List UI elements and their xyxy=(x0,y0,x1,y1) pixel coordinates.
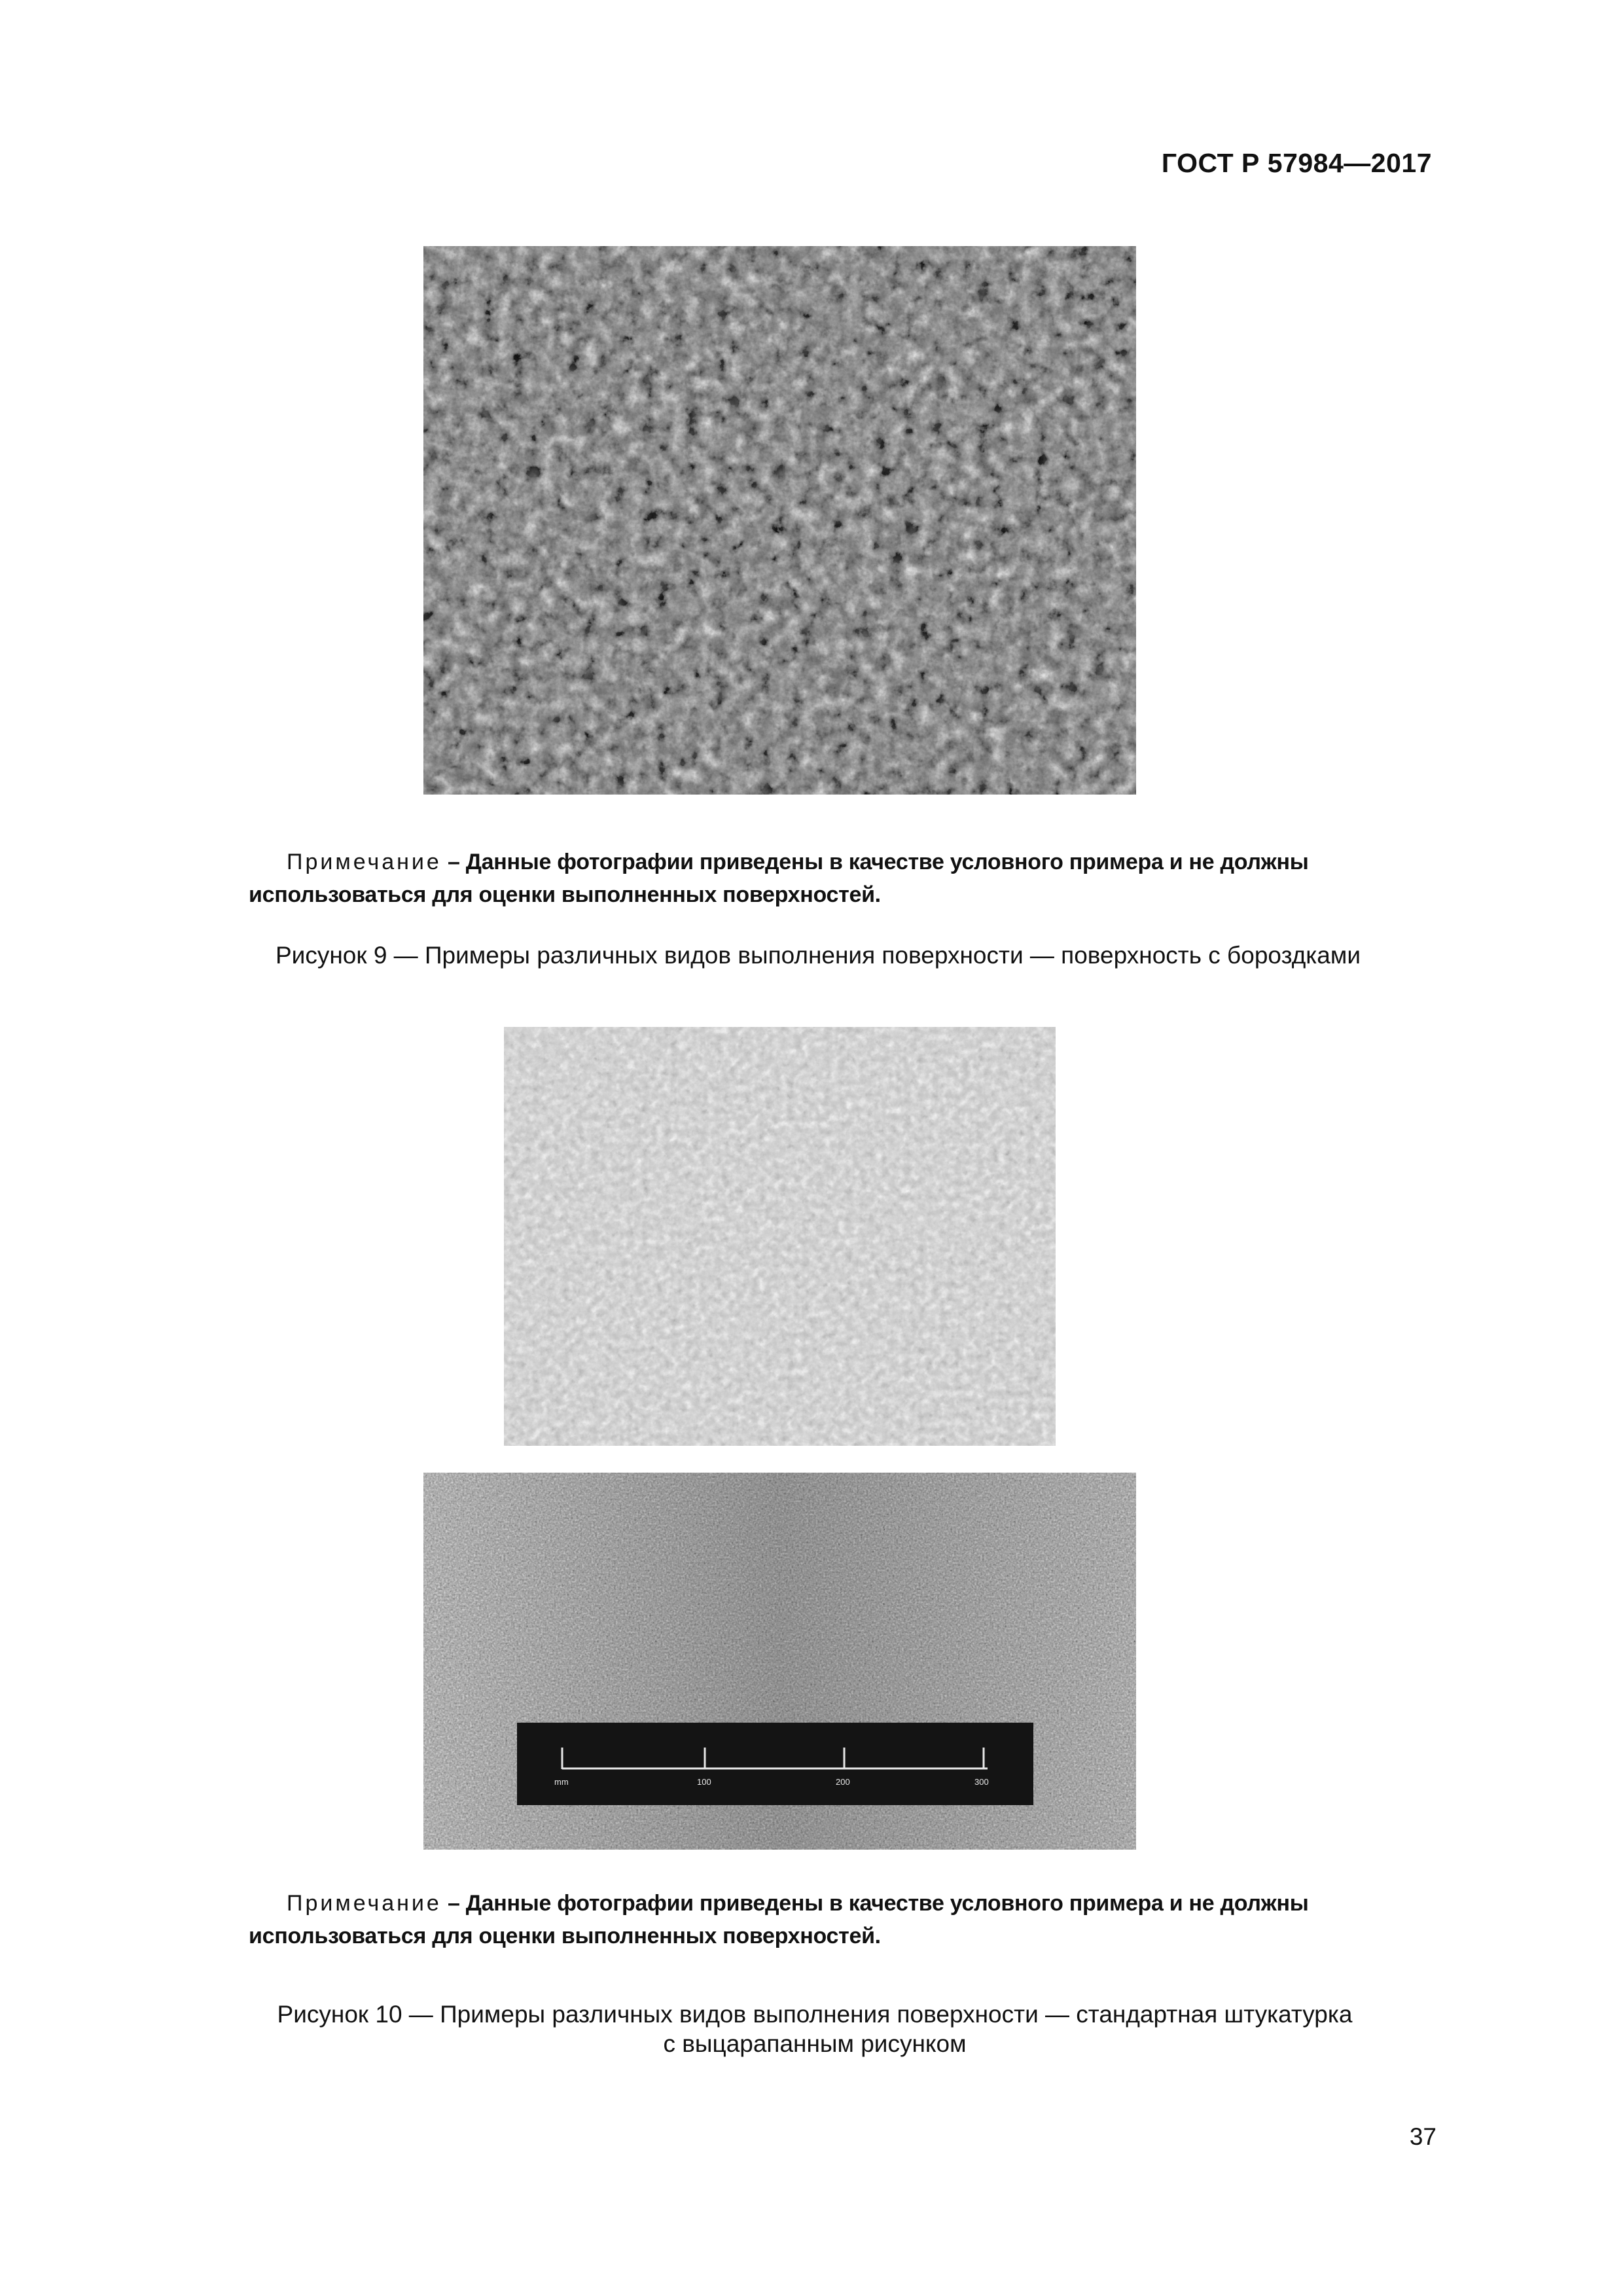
document-code-header: ГОСТ Р 57984—2017 xyxy=(1161,148,1432,178)
note-lead: Примечание xyxy=(287,850,442,874)
figure-9-note: Примечание – Данные фотографии приведены в качестве условного примера и не должны использоваться для оценки выполненных поверхностей. xyxy=(249,850,1309,907)
note-lead: Примечание xyxy=(287,1891,442,1916)
note-text-line1: Данные фотографии приведены в качестве условного примера и не должны xyxy=(465,850,1309,874)
figure-10-note: Примечание – Данные фотографии приведены в качестве условного примера и не должны использоваться для оценки выполненных поверхностей. xyxy=(249,1891,1309,1948)
page-number: 37 xyxy=(1409,2123,1436,2150)
caption-line2: с выцарапанным рисунком xyxy=(663,2030,967,2057)
surface-photo-plaster-closeup xyxy=(504,1027,1056,1446)
figure-9-caption: Рисунок 9 — Примеры различных видов выполнения поверхности — поверхность с бороздками xyxy=(276,942,1361,969)
ruler-tick-label: 100 xyxy=(697,1777,711,1787)
ruler-tick-label: 300 xyxy=(974,1777,989,1787)
surface-photo-grooved xyxy=(423,246,1136,795)
ruler-unit-label: mm xyxy=(554,1777,569,1787)
caption-line1: Рисунок 10 — Примеры различных видов выполнения поверхности — стандартная штукатурка xyxy=(277,2001,1353,2028)
note-text-line2: использоваться для оценки выполненных поверхностей. xyxy=(249,882,881,907)
figure-10-caption xyxy=(3,2000,1623,2058)
ruler-tick-label: 200 xyxy=(836,1777,850,1787)
note-text-line2: использоваться для оценки выполненных поверхностей. xyxy=(249,1924,881,1948)
scale-ruler xyxy=(517,1723,1033,1805)
note-text-line1: Данные фотографии приведены в качестве условного примера и не должны xyxy=(465,1891,1309,1916)
surface-photo-scraped-plaster xyxy=(423,1473,1136,1850)
